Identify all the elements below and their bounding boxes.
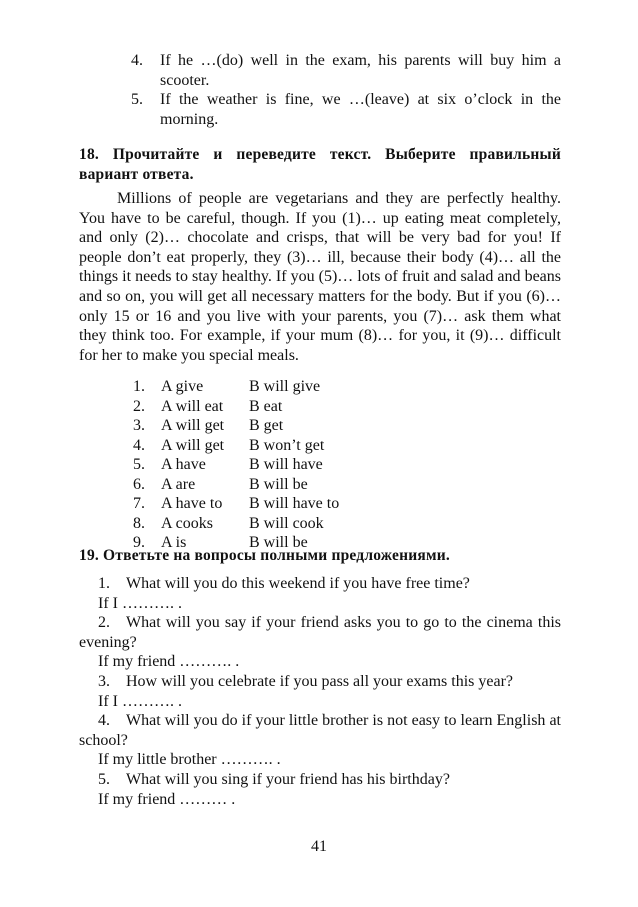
option-number: 1. (133, 378, 145, 395)
option-row (133, 455, 339, 475)
list-item (131, 90, 561, 129)
option-row (133, 397, 339, 417)
option-b: B eat (249, 397, 283, 415)
option-row (133, 416, 339, 436)
question (79, 613, 561, 652)
task-18-text: Millions of people are vegetarians and they are perfectly healthy. You have to be careful, though. If you (1)… up eating meat completely, and only (2)… chocolate and crisps, that will be very bad for you! If people don’t eat properly, they (3)… ill, because their body (4)… all the things it needs to stay healthy. If you (5)… lots of fruit and salad and beans and so on, you will get all necessary matters for the body. But if you (6)… only 15 or 16 and you live with your parents, you (7)… ask them what they think too. For example, if your mum (8)… for you, it (9)… difficult for her to make you special meals. (79, 190, 561, 364)
option-row (133, 494, 339, 514)
option-b: B will cook (249, 514, 324, 532)
option-a: A will get (161, 436, 225, 454)
question-number: 1. (98, 575, 110, 592)
list-item-number: 4. (131, 52, 143, 69)
answer-prompt: If my little brother ………. . (98, 751, 281, 769)
answer-prompt: If I ………. . (98, 692, 182, 710)
list-item-text: If the weather is fine, we …(leave) at six o’clock in the morning. (160, 91, 561, 128)
option-b: B will have (249, 456, 323, 473)
option-number: 2. (133, 397, 145, 415)
list-item-text: If he …(do) well in the exam, his parents will buy him a scooter. (160, 52, 561, 89)
task-19-heading: 19. Ответьте на вопросы полными предложениями. (79, 547, 450, 564)
option-a: A cooks (161, 514, 213, 532)
task-18-heading: 18. Прочитайте и переведите текст. Выберите правильный вариант ответа. (79, 146, 561, 183)
question-text: What will you say if your friend asks you to go to the cinema this evening? (79, 614, 561, 651)
option-a: A have (161, 456, 206, 473)
option-a: A is (161, 534, 187, 551)
question-number: 2. (98, 614, 110, 632)
question-number: 4. (98, 712, 110, 730)
option-number: 6. (133, 475, 145, 493)
answer-prompt: If I ………. . (98, 594, 182, 612)
question (79, 770, 561, 790)
option-row (133, 514, 339, 534)
question (79, 574, 561, 594)
answer-options-table (133, 377, 339, 553)
question-text: How will you celebrate if you pass all your exams this year? (126, 672, 513, 690)
list-item-number: 5. (131, 91, 143, 109)
option-number: 4. (133, 436, 145, 454)
top-numbered-list (131, 51, 561, 129)
question (79, 672, 561, 692)
option-row (133, 475, 339, 495)
option-a: A are (161, 475, 196, 493)
option-b: B will be (249, 534, 308, 551)
option-number: 5. (133, 456, 145, 473)
answer-prompt: If my friend ……… . (98, 790, 236, 808)
question-text: What will you sing if your friend has his birthday? (126, 770, 450, 788)
option-b: B get (249, 417, 284, 434)
option-b: B will be (249, 475, 308, 493)
option-a: A will eat (161, 397, 224, 415)
answer-prompt: If my friend ………. . (98, 653, 240, 671)
question-number: 5. (98, 770, 110, 788)
question-number: 3. (98, 672, 110, 690)
questions-list (79, 574, 561, 809)
option-number: 8. (133, 514, 145, 532)
option-a: A have to (161, 495, 223, 512)
option-number: 9. (133, 534, 145, 551)
option-row (133, 377, 339, 397)
question-text: What will you do if your little brother is not easy to learn English at school? (79, 712, 561, 749)
list-item (131, 51, 561, 90)
option-b: B won’t get (249, 436, 325, 454)
option-a: A will get (161, 417, 225, 434)
question (79, 711, 561, 750)
option-b: B will give (249, 378, 321, 395)
option-b: B will have to (249, 495, 340, 512)
question-text: What will you do this weekend if you have free time? (126, 575, 470, 592)
option-row (133, 436, 339, 456)
option-number: 7. (133, 495, 145, 512)
option-a: A give (161, 378, 204, 395)
option-number: 3. (133, 417, 145, 434)
page-number: 41 (311, 838, 327, 855)
